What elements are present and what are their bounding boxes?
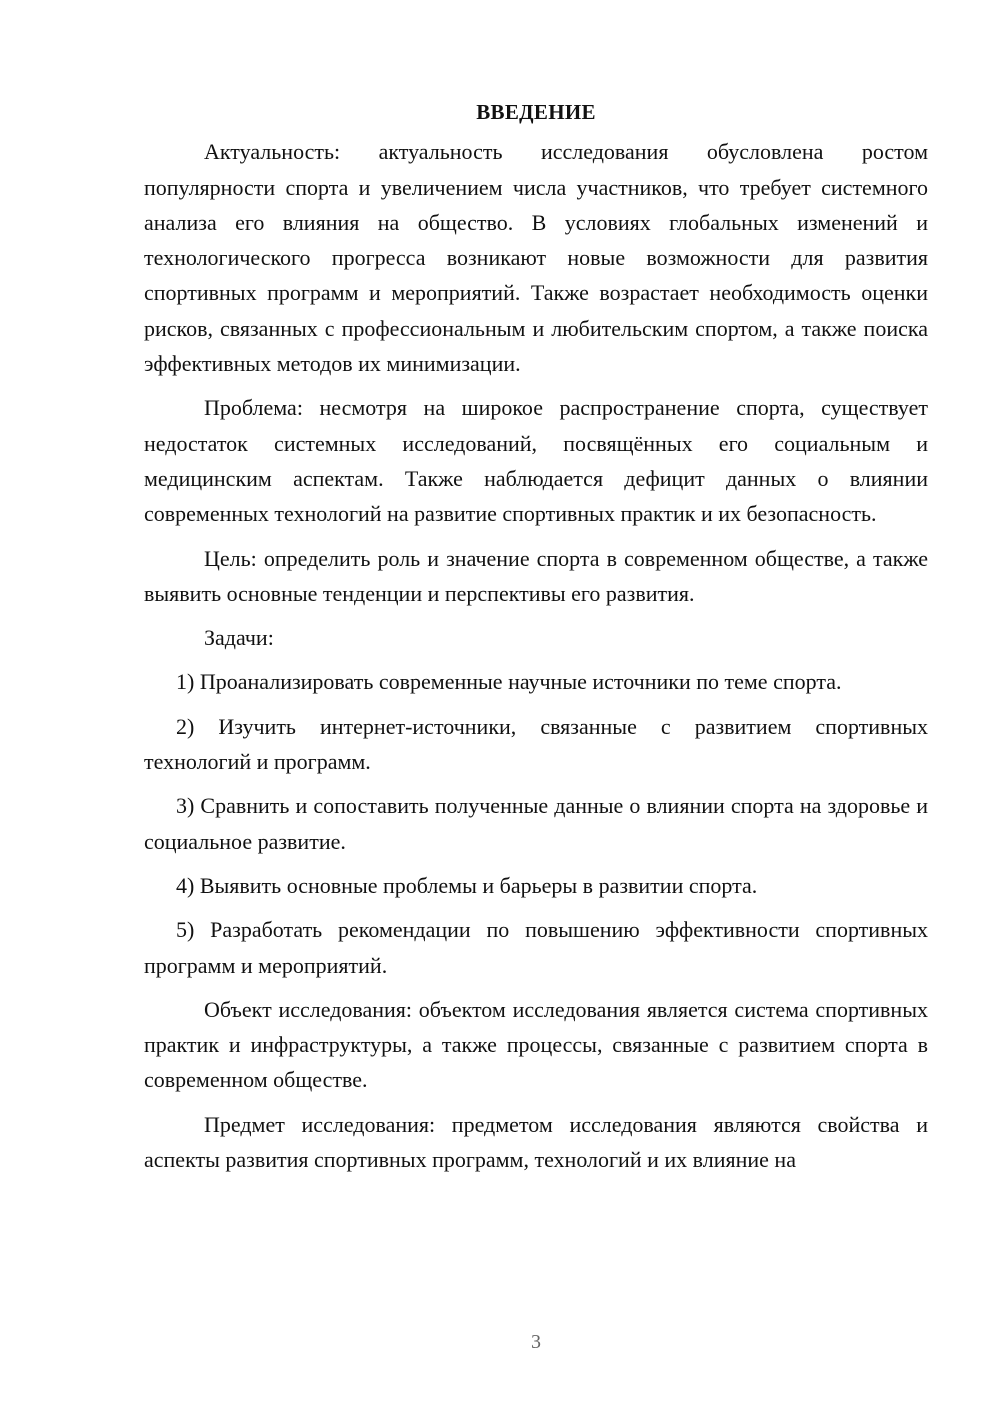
paragraph-goal: Цель: определить роль и значение спорта в современном обществе, а также выявить основные тенденции и перспективы его развития.: [144, 545, 928, 606]
list-item: 4) Выявить основные проблемы и барьеры в развитии спорта.: [176, 872, 758, 898]
list-item: 1) Проанализировать современные научные источники по теме спорта.: [176, 669, 842, 695]
paragraph-subject: Предмет исследования: предметом исследования являются свойства и аспекты развития спортивных программ, технологий и их влияние на: [144, 1111, 928, 1173]
document-page: [144, 95, 928, 1186]
page-number: 3: [531, 1331, 541, 1353]
list-item: 2) Изучить интернет-источники, связанные с развитием спортивных технологий и программ.: [144, 713, 928, 775]
paragraph-object: Объект исследования: объектом исследования является система спортивных практик и инфраструктуры, а также процессы, связанные с развитием спорта в современном обществе.: [144, 996, 928, 1093]
list-item: 5) Разработать рекомендации по повышению эффективности спортивных программ и мероприятий.: [144, 917, 928, 978]
section-title: ВВЕДЕНИЕ: [476, 100, 596, 124]
task-list: [144, 664, 928, 982]
paragraph-problem: Проблема: несмотря на широкое распространение спорта, существует недостаток системных исследований, посвящённых его социальным и медицинским аспектам. Также наблюдается дефицит данных о влиянии современных технологий на развитие спортивных практик и их безопасность.: [144, 395, 928, 527]
paragraph-relevance: Актуальность: актуальность исследования обусловлена ростом популярности спорта и увеличением числа участников, что требует системного анализа его влияния на общество. В условиях глобальных изменений и технологического прогресса возникают новые возможности для развития спортивных программ и мероприятий. Также возрастает необходимость оценки рисков, связанных с профессиональным и любительским спортом, а также поиска эффективных методов их минимизации.: [144, 139, 928, 377]
list-item: 3) Сравнить и сопоставить полученные данные о влиянии спорта на здоровье и социальное развитие.: [144, 793, 928, 854]
paragraph-tasks-heading: Задачи:: [204, 625, 274, 651]
